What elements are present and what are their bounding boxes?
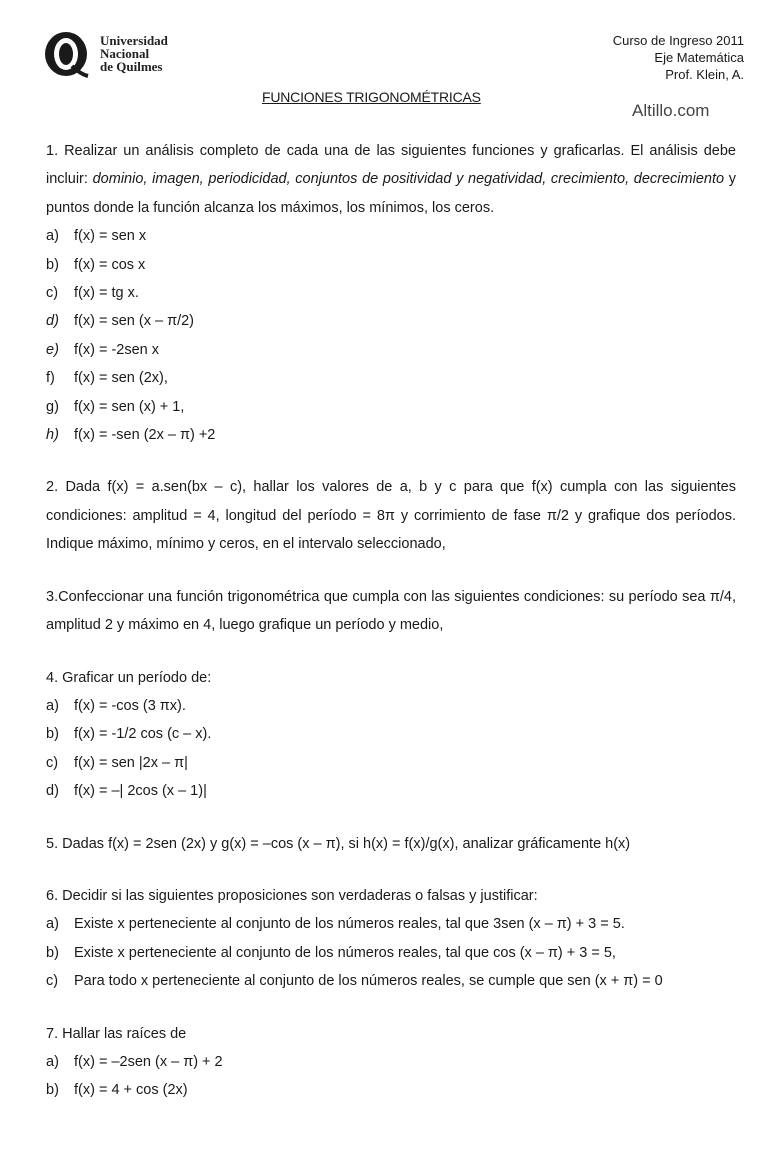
exercise-1-criteria: dominio, imagen, periodicidad, conjuntos de positividad y negatividad, crecimiento, decrecimiento (92, 171, 725, 188)
item-formula: f(x) = sen (x) + 1, (74, 398, 185, 415)
item-statement: Existe x perteneciente al conjunto de los números reales, tal que 3sen (x – π) + 3 = 5. (74, 916, 625, 933)
item-label: b) (46, 944, 59, 961)
list-item (46, 307, 736, 335)
item-label: a) (46, 228, 59, 245)
item-label: d) (46, 783, 59, 800)
item-statement: Para todo x perteneciente al conjunto de los números reales, se cumple que sen (x + π) = 0 (74, 973, 663, 990)
item-formula: f(x) = 4 + cos (2x) (74, 1082, 188, 1099)
item-formula: f(x) = cos x (74, 256, 146, 273)
item-formula: f(x) = sen x (74, 228, 147, 245)
item-label: a) (46, 1053, 59, 1070)
item-label: c) (46, 754, 59, 771)
item-formula: f(x) = sen (2x), (74, 370, 168, 387)
exercise-5: 5. Dadas f(x) = 2sen (2x) y g(x) = –cos (x – π), si h(x) = f(x)/g(x), analizar gráficamente h(x) (46, 835, 631, 852)
list-item (46, 692, 736, 720)
list-item (46, 336, 736, 364)
item-formula: f(x) = -cos (3 πx). (74, 697, 186, 714)
item-formula: f(x) = -sen (2x – π) +2 (74, 427, 216, 444)
item-formula: f(x) = tg x. (74, 285, 139, 302)
item-label: f) (46, 370, 55, 387)
institution-line: Universidad (100, 33, 168, 48)
exercise-2: 2. Dada f(x) = a.sen(bx – c), hallar los valores de a, b y c para que f(x) cumpla con las siguientes condiciones: amplitud = 4, longitud del período = 8π y corrimiento de fase π/2 y grafique dos períodos. Indique máximo, mínimo y ceros, en el intervalo seleccionado, (46, 479, 736, 553)
item-formula: f(x) = –| 2cos (x – 1)| (74, 783, 207, 800)
spacer (46, 640, 736, 664)
list-item (46, 720, 736, 748)
exercise-list (46, 137, 736, 1105)
list-item (46, 222, 736, 250)
exercise-6-intro: 6. Decidir si las siguientes proposiciones son verdaderas o falsas y justificar: (46, 887, 538, 904)
item-statement: Existe x perteneciente al conjunto de los números reales, tal que cos (x – π) + 3 = 5, (74, 944, 616, 961)
list-item (46, 777, 736, 805)
exercise-1-intro (46, 137, 736, 222)
institution-line: de Quilmes (100, 59, 163, 74)
list-item (46, 939, 736, 967)
item-label: b) (46, 726, 59, 743)
exercise-1-lead: 1. Realizar un análisis completo de cada una de las siguientes funciones y graficarlas. El análisis debe incluir: (46, 143, 736, 188)
item-label: a) (46, 697, 59, 714)
item-formula: f(x) = sen |2x – π| (74, 754, 188, 771)
course-name: Curso de Ingreso 2011 (612, 33, 744, 48)
item-label: a) (46, 916, 59, 933)
spacer (46, 996, 736, 1020)
item-label: b) (46, 1082, 59, 1099)
list-item (46, 279, 736, 307)
institution-name (100, 34, 168, 73)
list-item (46, 421, 736, 449)
spacer (46, 559, 736, 583)
list-item (46, 393, 736, 421)
exercise-7-intro: 7. Hallar las raíces de (46, 1025, 187, 1042)
item-formula: f(x) = -2sen x (74, 341, 160, 358)
spacer (46, 858, 736, 882)
exercise-4-intro: 4. Graficar un período de: (46, 669, 212, 686)
watermark-link[interactable]: Altillo.com (632, 101, 710, 120)
item-label: h) (46, 427, 59, 444)
professor: Prof. Klein, A. (665, 67, 744, 82)
item-formula: f(x) = -1/2 cos (c – x). (74, 726, 212, 743)
institution-line: Nacional (100, 46, 150, 61)
item-label: g) (46, 398, 59, 415)
list-item (46, 1048, 736, 1076)
spacer (46, 449, 736, 473)
item-label: d) (46, 313, 59, 330)
course-info (613, 32, 744, 83)
list-item (46, 967, 736, 995)
item-label: e) (46, 341, 59, 358)
item-label: c) (46, 973, 59, 990)
exercise-1-tail: y puntos donde la función alcanza los máximos, los mínimos, los ceros. (46, 171, 737, 216)
list-item (46, 749, 736, 777)
list-item (46, 251, 736, 279)
exercise-3: 3.Confeccionar una función trigonométrica que cumpla con las siguientes condiciones: su período sea π/4, amplitud 2 y máximo en 4, luego grafique un período y medio, (46, 588, 736, 634)
item-label: c) (46, 285, 59, 302)
university-emblem-icon (42, 30, 94, 80)
list-item (46, 910, 736, 938)
course-axis: Eje Matemática (654, 50, 744, 65)
spacer (46, 806, 736, 830)
list-item (46, 1076, 736, 1104)
page-title: FUNCIONES TRIGONOMÉTRICAS (262, 89, 481, 105)
university-logo (42, 30, 242, 80)
item-formula: f(x) = –2sen (x – π) + 2 (74, 1053, 223, 1070)
item-formula: f(x) = sen (x – π/2) (74, 313, 194, 330)
list-item (46, 364, 736, 392)
item-label: b) (46, 256, 59, 273)
